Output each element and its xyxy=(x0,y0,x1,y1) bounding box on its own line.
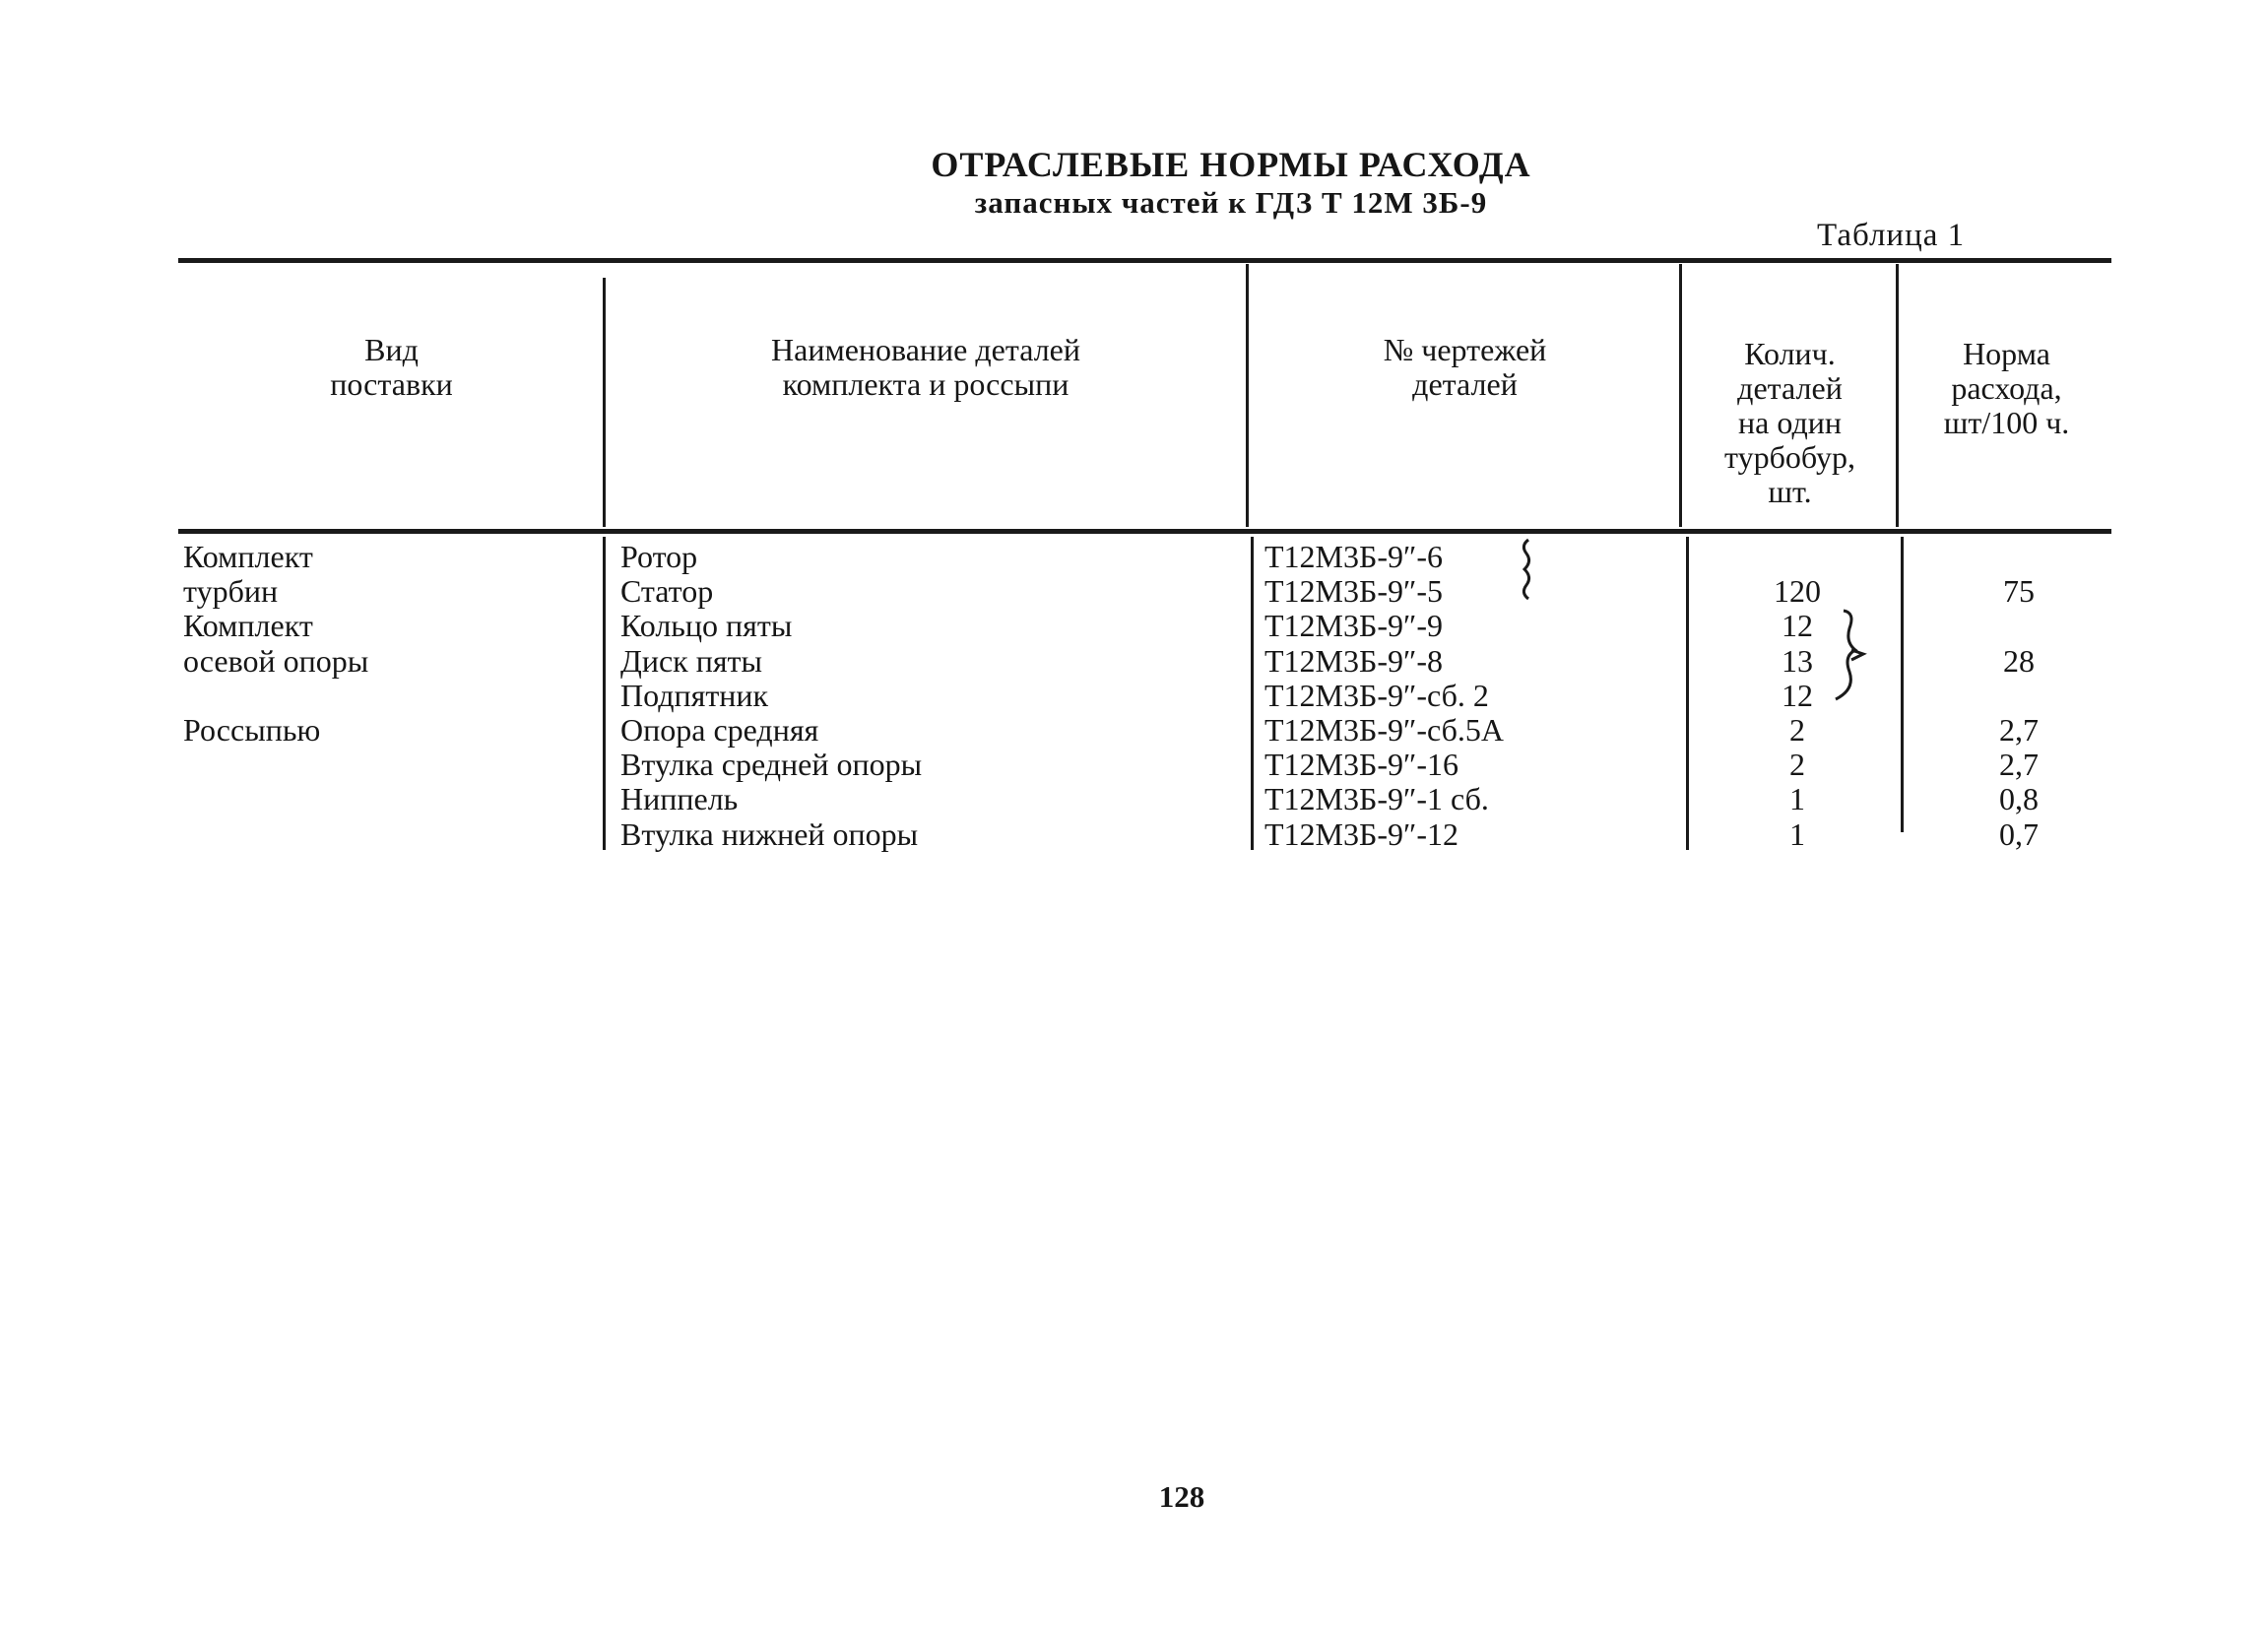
header-name: Наименование деталей комплекта и россыпи xyxy=(771,332,1080,402)
part-name: Втулка нижней опоры xyxy=(620,815,919,852)
drawing-number: Т12М3Б-9″-5 xyxy=(1264,573,1444,610)
norm-cell: 0,7 xyxy=(1999,815,2039,852)
drawing-number: Т12М3Б-9″-8 xyxy=(1264,642,1444,679)
norm-cell: 0,8 xyxy=(1999,781,2039,817)
header-drawing: № чертежей деталей xyxy=(1383,332,1547,402)
drawing-number: Т12М3Б-9″-9 xyxy=(1264,608,1444,644)
part-name: Втулка средней опоры xyxy=(620,747,923,783)
qty-cell: 13 xyxy=(1782,642,1813,679)
header-qty: Колич. деталей на один турбобур, шт. xyxy=(1724,336,1855,509)
part-name: Ротор xyxy=(620,539,698,574)
norm-cell: 2,7 xyxy=(1999,711,2039,748)
header-norm: Норма расхода, шт/100 ч. xyxy=(1943,336,2070,440)
document-title: ОТРАСЛЕВЫЕ НОРМЫ РАСХОДА xyxy=(931,145,1531,184)
drawing-number: Т12М3Б-9″-1 сб. xyxy=(1264,781,1489,817)
drawing-number: Т12М3Б-9″-сб. 2 xyxy=(1264,677,1489,713)
qty-cell: 1 xyxy=(1789,781,1805,817)
qty-cell: 2 xyxy=(1789,747,1805,783)
supply-line: Россыпью xyxy=(183,711,321,748)
table-label: Таблица 1 xyxy=(1817,218,1966,253)
supply-line: Комплект xyxy=(183,539,313,574)
part-name: Опора средняя xyxy=(620,711,819,748)
part-name: Подпятник xyxy=(620,677,769,713)
drawing-number: Т12М3Б-9″-сб.5А xyxy=(1264,711,1504,748)
document-subtitle: запасных частей к ГДЗ Т 12М 3Б-9 xyxy=(974,185,1488,220)
brace-axial-qty xyxy=(1836,611,1855,699)
drawing-number: Т12М3Б-9″-12 xyxy=(1264,815,1459,852)
qty-cell: 2 xyxy=(1789,711,1805,748)
part-name: Ниппель xyxy=(620,781,739,817)
brace-turbine-drawings xyxy=(1523,540,1528,599)
drawing-number: Т12М3Б-9″-6 xyxy=(1264,539,1444,574)
norm-cell: 75 xyxy=(2003,573,2035,610)
part-name: Кольцо пяты xyxy=(620,608,793,644)
norm-cell: 28 xyxy=(2003,642,2035,679)
supply-line: Комплект xyxy=(183,608,313,644)
brace-axial-qty-point xyxy=(1851,650,1863,660)
qty-cell: 12 xyxy=(1782,677,1813,713)
header-supply: Вид поставки xyxy=(330,332,453,402)
part-name: Статор xyxy=(620,573,714,610)
page-number: 128 xyxy=(1158,1479,1205,1514)
part-name: Диск пяты xyxy=(620,642,763,679)
qty-cell: 120 xyxy=(1774,573,1821,610)
norm-cell: 2,7 xyxy=(1999,747,2039,783)
supply-line: турбин xyxy=(183,573,279,610)
qty-cell: 12 xyxy=(1782,608,1813,644)
qty-cell: 1 xyxy=(1789,815,1805,852)
drawing-number: Т12М3Б-9″-16 xyxy=(1264,747,1459,783)
supply-line: осевой опоры xyxy=(183,642,369,679)
